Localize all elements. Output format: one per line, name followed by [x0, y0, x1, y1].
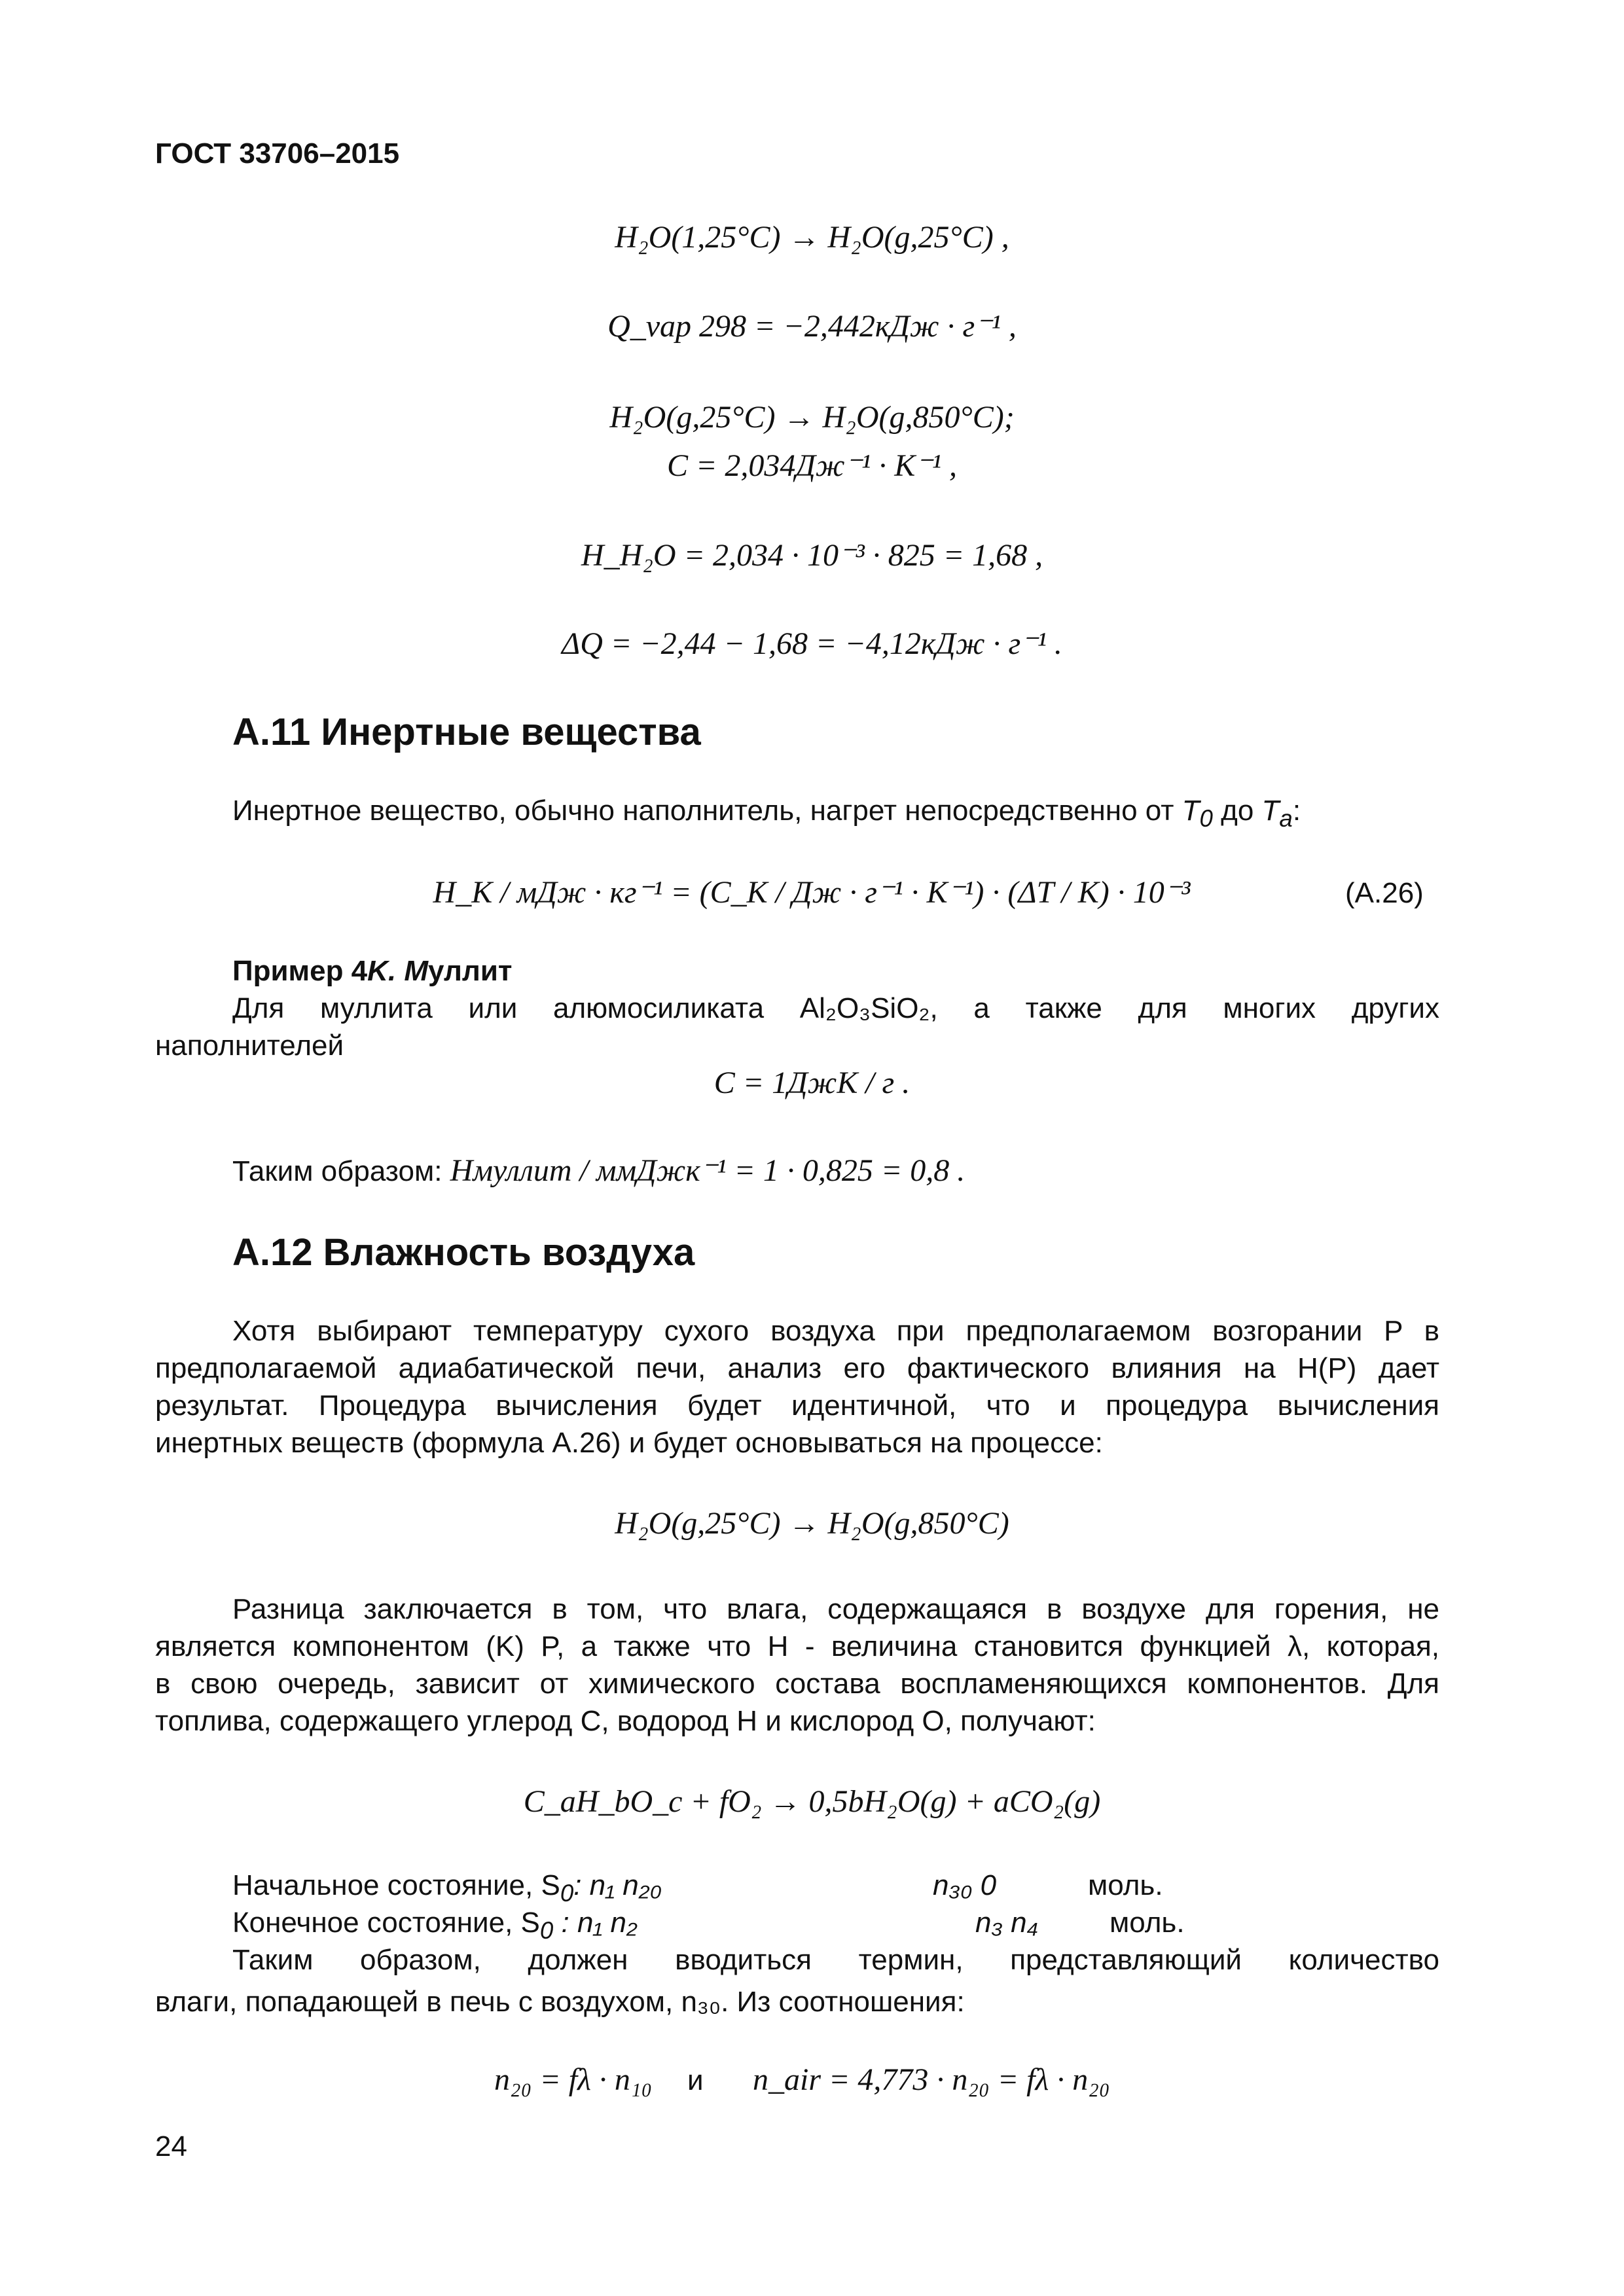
formula-water-process: H₂O(g,25°C) → H₂O(g,850°C) [615, 1506, 1009, 1541]
a12-para1-line1: Хотя выбирают температуру сухого воздуха при предполагаемом возгорании P в [232, 1315, 1439, 1347]
formula-nair: n_air = 4,773 · n₂₀ = fλ · n₂₀ [753, 2062, 1110, 2097]
a12-para2-line3: в свою очередь, зависит от химического состава воспламеняющихся компонентов. Для [155, 1668, 1439, 1700]
a11-intro-mid: до [1212, 795, 1262, 827]
formula-h-water: H_H₂O = 2,034 · 10⁻³ · 825 = 1,68 , [581, 538, 1043, 573]
a12-para2-line2: является компонентом (K) P, а также что H - величина становится функцией λ, которая, [155, 1630, 1439, 1662]
a11-intro-pre: Инертное вещество, обычно наполнитель, нагрет непосредственно от [232, 795, 1182, 827]
initial-state-right [933, 1867, 996, 1904]
formula-mullite-h: Нмуллит / ммДжк⁻¹ = 1 · 0,825 = 0,8 . [450, 1153, 965, 1188]
example-4-title [232, 952, 512, 990]
ta-subscript: a [1279, 804, 1293, 832]
formula-q-vap: Q_vap 298 = −2,442кДж · г⁻¹ , [607, 309, 1017, 344]
final-state-label: Конечное состояние, S [232, 1907, 540, 1939]
section-title-a11: A.11 Инертные вещества [232, 711, 701, 753]
a12-para3-line1: Таким образом, должен вводиться термин, представляющий количество [232, 1944, 1439, 1976]
formula-heat-capacity: C = 2,034Дж⁻¹ · K⁻¹ , [666, 448, 958, 483]
formula-delta-q: ΔQ = −2,44 − 1,68 = −4,12кДж · г⁻¹ . [562, 626, 1062, 661]
ta-symbol: T [1261, 795, 1280, 827]
and-word: и [687, 2064, 704, 2096]
example-line-1: Для муллита или алюмосиликата Al₂O₃SiO₂, а также для многих других [232, 992, 1439, 1024]
formula-n20: n₂₀ = fλ · n₁₀ [494, 2062, 653, 2097]
page-number: 24 [155, 2130, 187, 2162]
example-title-part3: уллит [428, 955, 513, 987]
thus-label: Таким образом: [232, 1155, 450, 1187]
formula-mullite-c: C = 1ДжК / г . [713, 1066, 911, 1100]
a12-para1-line4: инертных веществ (формула A.26) и будет основываться на процессе: [155, 1427, 1103, 1459]
formula-water-evaporation: H₂O(1,25°C) → H₂O(g,25°C) , [615, 220, 1009, 255]
final-state-unit: моль. [1110, 1907, 1185, 1939]
equation-number-a26: (A.26) [1345, 877, 1424, 909]
initial-state-unit: моль. [1088, 1869, 1163, 1901]
a12-para1-line2: предполагаемой адиабатической печи, анализ его фактического влияния на H(P) дает [155, 1352, 1439, 1384]
example-line-2: наполнителей [155, 1030, 344, 1062]
a11-intro [232, 792, 1301, 837]
initial-state-right-values: n₃₀ 0 [933, 1869, 997, 1901]
document-header: ГОСТ 33706–2015 [155, 137, 400, 170]
final-state-right [975, 1904, 1038, 1941]
formula-water-heating: H₂O(g,25°C) → H₂O(g,850°C); [609, 400, 1015, 435]
a12-para1-line3: результат. Процедура вычисления будет идентичной, что и процедура вычисления [155, 1390, 1439, 1422]
a12-para3-line2: влаги, попадающей в печь с воздухом, n₃₀. Из соотношения: [155, 1986, 965, 2018]
t0-symbol: T [1182, 795, 1200, 827]
section-title-a12: A.12 Влажность воздуха [232, 1231, 695, 1274]
a12-para2-line1: Разница заключается в том, что влага, содержащаяся в воздухе для горения, не [232, 1593, 1439, 1625]
formula-a26: H_K / мДж · кг⁻¹ = (C_K / Дж · г⁻¹ · K⁻¹) · (ΔT / K) · 10⁻³ [433, 875, 1191, 910]
final-state-sub: 0 [539, 1916, 554, 1944]
a12-para2-line4: топлива, содержащего углерод C, водород H и кислород O, получают: [155, 1705, 1096, 1737]
example-title-part1: Пример 4 [232, 955, 368, 987]
initial-state-sub: 0 [560, 1879, 574, 1907]
final-state-values: : n₁ n₂ [553, 1907, 638, 1939]
t0-subscript: 0 [1199, 804, 1213, 832]
initial-state-values: : n₁ n₂₀ [573, 1869, 662, 1901]
initial-state-label: Начальное состояние, S [232, 1869, 560, 1901]
formula-combustion: C_aH_bO_c + fO₂ → 0,5bH₂O(g) + aCO₂(g) [523, 1784, 1101, 1819]
example-title-part2: K. M [367, 955, 429, 987]
mullite-result [232, 1152, 965, 1190]
final-state-right-values: n₃ n₄ [975, 1907, 1039, 1939]
a11-intro-post: : [1292, 795, 1301, 827]
